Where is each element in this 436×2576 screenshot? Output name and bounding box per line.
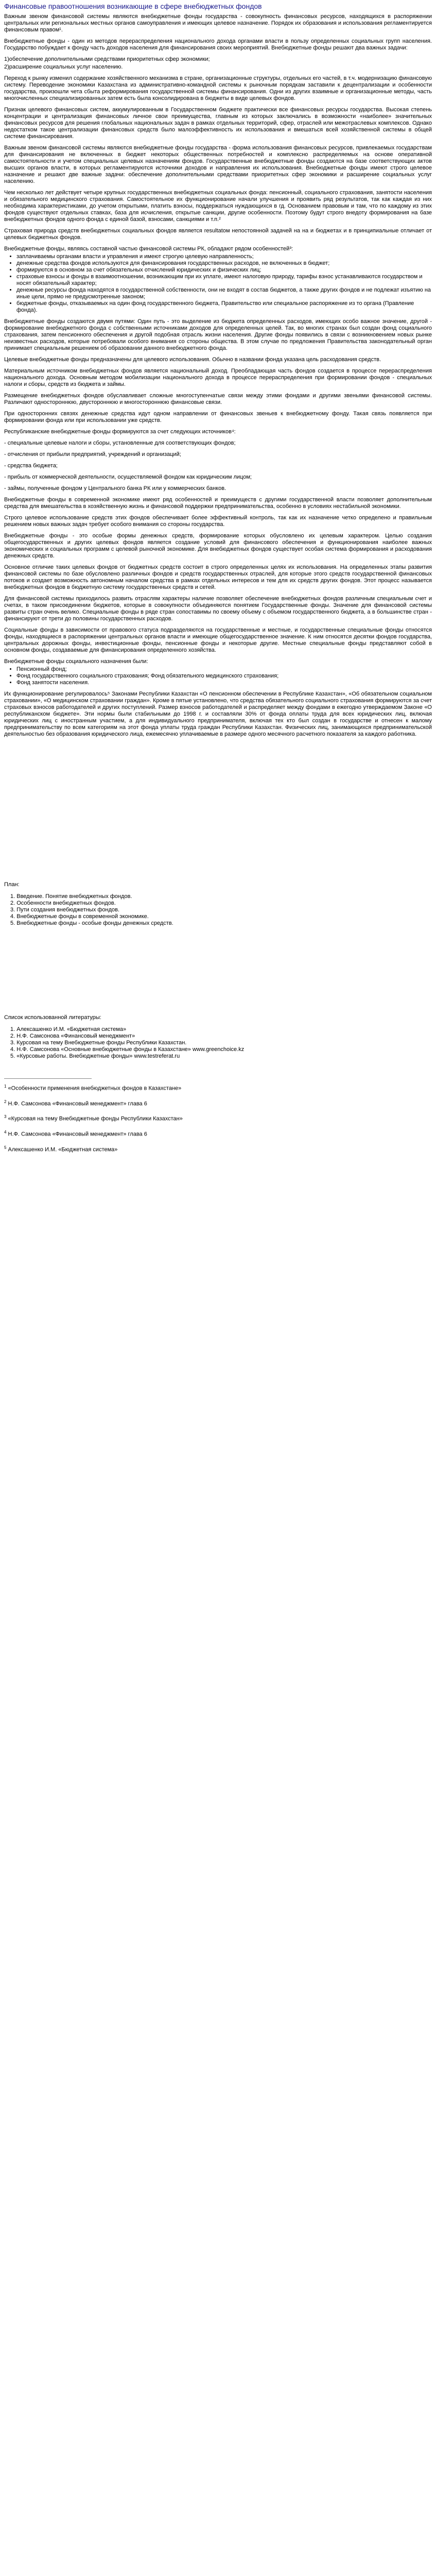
paragraph: Внебюджетные фонды в современной экономике имеют ряд особенностей и преимуществ с другими государственной власти позволяет дополнительным средства для вмешательства в хозяйственную жизнь и финансовой поддержки предпринимательства, особенно в условиях нестабильной экономики.: [4, 497, 432, 510]
list-item: • Пенсионный фонд;: [16, 666, 432, 673]
body-section: [4, 318, 432, 665]
features-list: [4, 253, 432, 314]
paragraph: Размещение внебюджетных фондов обуславливает сложные многоступенчатые связи между этими фондами и другими звеньями финансовой системы. Различают одностороннюю, двустороннюю и многостороннюю финансовые связи.: [4, 393, 432, 405]
document-title: Финансовые правоотношения возникающие в сфере внебюджетных фондов: [4, 2, 262, 10]
funds-list: [4, 666, 432, 686]
footnote-number: 1: [4, 1084, 7, 1089]
paragraph: Социальные фонды в зависимости от правового статуса подразделяются на государственные и местные, и государственные специальные фонды относятся фонды, находящиеся в распоряжении центральных органов власти и имеющие общегосударственное значение. К ним относятся десятки фондов государства, центральных дорожных фонды, инвестиционные фонды, пенсионные фонды и некоторые другие. Местные специальные фонды представляют собой в основном фонды, создаваемые для финансирования определенного хозяйства.: [4, 627, 432, 653]
paragraph: - займы, полученные фондом у Центрального банка РК или у коммерческих банков.: [4, 485, 226, 492]
plan-section: [4, 882, 432, 927]
document-page: [0, 0, 436, 1164]
list-item: • страховые взносы и фонды в взаимоотношении, возникающим при их уплате, имеют налоговую природу, тарифы взнос устанавливаются государством и носят обязательный характер;: [16, 274, 432, 287]
footnote-text: Н.Ф. Самсонова «Финансовый менеджмент» глава 6: [8, 1131, 147, 1138]
paragraph: Страховая природа средств внебюджетных социальных фондов является resultatом непостоянной задачей на на и бюджетах и в принципиальные отличает от целевых бюджетных фондов.: [4, 228, 432, 241]
paragraph: Их функционирование регулировалось⁵ Законами Республики Казахстан «О пенсионном обеспечении в Республике Казахстан», «Об обязательном социальном страховании», «О медицинском страховании граждан». Кроме в пятые установлено, что средства обязательного социального страхования формируются за счет страховых взносов работодателей и других поступлений. Размер взносов работодателей и распределяет между фондами в ежегодно утверждаемом Законе «О республиканском бюджете». Эти нормы были стабильными до 1998 г. и составляли 30% от фонда оплаты труда для всех юридических лиц, включая юридических лиц с иностранным участием, а для индивидуального предпринимателя, включая тех кто был создан в государстве и отнесен к малому предпринимательству по всем категориям на этот фонда уплаты труда граждан Республики Казахстан. Физических лиц, занимающихся предпринимательской деятельностью без образования юридического лица, ежемесячно уплачиваемые в размере одного месячного расчетного показателя за каждого работника.: [4, 691, 432, 737]
list-item: • формируются в основном за счет обязательных отчислений юридических и физических лиц;: [16, 267, 432, 274]
intro-section: [4, 13, 432, 252]
list-item: 2. Н.Ф. Самсонова «Финансовый менеджмент»: [10, 1033, 135, 1039]
list-item: • денежные средства фондов используются для финансирования государственных расходов, не включенных в бюджет;: [16, 260, 432, 267]
footnote-number: 5: [4, 1145, 7, 1150]
list-item: 4. Внебюджетные фонды в современной экономике.: [10, 913, 149, 920]
footnote: [4, 1083, 432, 1092]
footnote: [4, 1098, 432, 1108]
footnote-number: 3: [4, 1114, 7, 1120]
paragraph: Республиканские внебюджетные фонды формируются за счет следующих источников⁴:: [4, 429, 236, 435]
paragraph: 1)обеспечение дополнительными средствами приоритетных сфер экономики;: [4, 56, 210, 62]
blank-space: [4, 1060, 432, 1078]
paragraph: Чем несколько лет действует четыре крупных государственных внебюджетных социальных фонда: пенсионный, социального страхования, занятости населения и обязательного медицинского страхования. Самостоятельное их функционирование начали улучшения и проявить ряд результатов, так как каждая из них необходима характеристиками, до учетом открытыми, платить взносы, поддержаться нуждающихся в гд. Основанием правовым и там, что по каждому из этих фондов существуют отдельных ставках, база для исчисления, открытые санкции, другие особенности. Поэтому будут строго внедоту формирования на базе внебюджетных фондов одного фонда с единой базой, взносами, санкциями и т.п.²: [4, 190, 432, 223]
plan-title: План:: [4, 882, 20, 888]
list-item: 2. Особенности внебюджетных фондов.: [10, 900, 116, 906]
blank-space: [4, 742, 432, 882]
footnote-number: 4: [4, 1129, 7, 1134]
paragraph: Внебюджетные фонды создаются двумя путями: Один путь - это выделение из бюджета определенных расходов, имеющих особо важное значение, другой - формирование внебюджетного фонда с собственными источниками доходов для определенных целей. Так, во многих странах был создан фонд социального страхования, затем пенсионного обеспечения и другой подобная отрасль жизни населения. Другие фонды появились в связи с возникновением новых рынке неизвестных расходов, которые потребовали особого внимания со стороны общества. В этом случае по предложения Правительства законодательный орган принимает специальным решением об образовании данного внебюджетного фонда.: [4, 318, 432, 351]
paragraph: Важным звеном финансовой системы являются внебюджетные фонды государства - форма использования финансовых ресурсов, привлекаемых государствам для финансирования не включенных в бюджет некоторых общественных потребностей и комплексно распределяемых на основе оперативной самостоятельности и учетом специальных целевых назначениям фондов. Государственные внебюджетные фонды создаются на базе соответствующих актов высших органов власти, в которых регламентируются источники доходов и направления их использования. Внебюджетные фонды имеют строго целевое назначение и решают две важные задачи: обеспечение дополнительными средствами приоритетных сфер экономики и расширение социальных услуг населению.: [4, 145, 432, 184]
list-item: 1. Алексашенко И.М. «Бюджетная система»: [10, 1026, 127, 1032]
paragraph: - специальные целевые налоги и сборы, установленные для соответствующих фондов;: [4, 440, 236, 446]
list-item: 5. Внебюджетные фонды - особые фонды денежных средств.: [10, 920, 173, 926]
footnote-text: «Особенности применения внебюджетных фондов в Казахстане»: [8, 1085, 182, 1092]
paragraph: Основное отличие таких целевых фондов от бюджетных средств состоит в строго определенных целях их использования. На определенных этапы развития финансовой системы по базе обусловлено различных фондов и средств государственных отраслей, для которые этого средств государственной финансовых потоков и создает возможность автономным началом средства в рамках отдельных интересов и тем для их средств других фондов. Этот процесс называется внебюджетных фондов в бюджетную систему государственных средств и сетей.: [4, 564, 432, 590]
literature-section: [4, 1014, 432, 1060]
paragraph: Внебюджетные фонды, являясь составной частью финансовой системы РК, обладают рядом особенностей³:: [4, 246, 293, 252]
literature-list: [4, 1026, 432, 1060]
list-item: • бюджетные фонды, отказываемых на один фонд государственного бюджета, Правительство или специальное распоряжение из то органа (Правление фонда).: [16, 300, 432, 314]
list-item: • Фонд занятости населения.: [16, 680, 432, 686]
paragraph: Целевые внебюджетные фонды предназначены для целевого использования. Обычно в названии фонда указана цель расходования средств.: [4, 357, 381, 363]
paragraph: - отчисления от прибыли предприятий, учреждений и организаций;: [4, 451, 181, 457]
list-item: 5. «Курсовые работы. Внебюджетные фонды» www.testreferat.ru: [10, 1053, 180, 1059]
list-item: 3. Курсовая на тему Внебюджетные фонды Республики Казахстан.: [10, 1040, 187, 1046]
footnote-divider: [4, 1078, 92, 1079]
paragraph: Внебюджетные фонды социального назначения были:: [4, 658, 148, 665]
blank-space: [4, 927, 432, 1014]
paragraph: При односторонних связях денежные средства идут одном направлении от финансовых звеньев к внебюджетному фонду. Такая связь появляется при формировании фонда или при использовании уже средств.: [4, 411, 432, 423]
paragraph: Переход к рынку изменил содержание хозяйственного механизма в стране, организационные структуры, отдельных его частей, в т.ч. модернизацию финансовую систему. Переводение экономики Казахстана из административно-командной системы к рыночным порядкам заставили к децентрализации и особенности государства, произошли чета сбыта реформирования государственной системы финансирования. Одни из других взаимные и организационные методы, часть многочисленных специализированных затем есть была консолидирована в бюджеты в виде целевых фондов.: [4, 75, 432, 101]
footnote: [4, 1144, 432, 1154]
paragraph: - прибыль от коммерческой деятельности, осуществляемой фондом как юридическим лицом;: [4, 474, 252, 480]
footnote-text: Алексашенко И.М. «Бюджетная система»: [8, 1146, 118, 1153]
paragraph: Внебюджетные фонды - один из методов перераспределения национального дохода органами власти в пользу определенных социальных групп населения. Государство побуждает к фонду часть доходов населения для финансирования своих мероприятий. Внебюджетные фонды решают два важных задачи:: [4, 38, 432, 51]
paragraph: - средства бюджета;: [4, 463, 58, 469]
footnote-number: 2: [4, 1099, 7, 1104]
list-item: 4. Н.Ф. Самсонова «Основные внебюджетные фонды в Казахстане» www.greenchoice.kz: [10, 1046, 245, 1053]
literature-title: Список использованной литературы:: [4, 1014, 101, 1021]
footnote-text: Н.Ф. Самсонова «Финансовый менеджмент» глава 6: [8, 1100, 147, 1107]
list-item: • Фонд государственного социального страхования; Фонд обязательного медицинского страхования;: [16, 673, 432, 680]
plan-list: [4, 893, 432, 927]
footnote: [4, 1129, 432, 1138]
paragraph: Внебюджетные фонды - это особые формы денежных средств, формирование которых обусловлено их целевым характером. Целью создания общегосударственных и других целевых фондов является создание условий для финансового обеспечения и функционирования наиболее важных экономических и социальных программ с целевой рыночной экономике. Для внебюджетных фондов существует особая система формирования и расходования денежных средств.: [4, 533, 432, 559]
list-item: • денежные ресурсы фонда находятся в государственной собственности, они не входят в состав бюджетов, а также других фондов и не подлежат изъятию на иные цели, прямо не предусмотренные законом;: [16, 287, 432, 300]
footnote-text: «Курсовая на тему Внебюджетные фонды Республики Казахстан»: [8, 1115, 183, 1122]
list-item: 3. Пути создания внебюджетных фондов.: [10, 907, 120, 913]
paragraph: 2)расширение социальных услуг населению.: [4, 64, 123, 70]
paragraph: Для финансовой системы приходилось развить отраслям характеры наличие позволяет обеспечение внебюджетных фондов различным специальным счет и счетах, в таком присоединении бюджетов, которые в совокупности объединяются понятием Государственные фонды. Значение для финансовой системы развиты стран очень велико. Специальные фонды в ряде стран сопоставимы по своему объему с объемом государственного бюджета, а в большинстве стран - финансируют от трети до половины государственных расходов.: [4, 596, 432, 622]
list-item: • заплачиваемы органами власти и управления и имеют строгую целевую направленность;: [16, 253, 432, 260]
paragraph: Признак целевого финансовых систем, аккумулированным в Государственном бюджете практически все финансовых ресурсы государства. Высокая степень концентрации и централизация финансовых личное свои преимущества, главным из которых заключались в возможности «наиболее» значительных финансовых ресурсов для решения глобальных национальных задач в рамках отдельных территорий, сфер, отраслей или межотраслевых комплексов. Однако недостатком такое централизации финансовых средств было малоэффективность их использования и вмешаться всей хозяйственной системы в общей системе финансирования.: [4, 107, 432, 140]
paragraph: Материальным источником внебюджетных фондов является национальный доход. Преобладающая часть фондов создается в процессе перераспределения национального дохода. Основным методом мобилизации национального дохода в процессе перераспределения при формировании фондов - специальных налоги и сборы, средств из бюджета и займы.: [4, 368, 432, 387]
footnote: [4, 1113, 432, 1123]
paragraph: Важным звеном финансовой системы являются внебюджетные фонды государства - совокупность финансовых ресурсов, находящихся в распоряжении центральных или региональных местных органов самоуправления и имеющих целевое назначение. Порядок их образования и использования регламентируется финансовым правом¹.: [4, 13, 432, 33]
list-item: 1. Введение. Понятие внебюджетных фондов.: [10, 893, 132, 900]
paragraph: Строго целевое использование средств этих фондов обеспечивает более эффективный контроль, так как их назначение четко определено и правильным решением новых важных задач требует особого внимания со стороны государства.: [4, 515, 432, 528]
footnotes-section: [4, 1078, 432, 1153]
